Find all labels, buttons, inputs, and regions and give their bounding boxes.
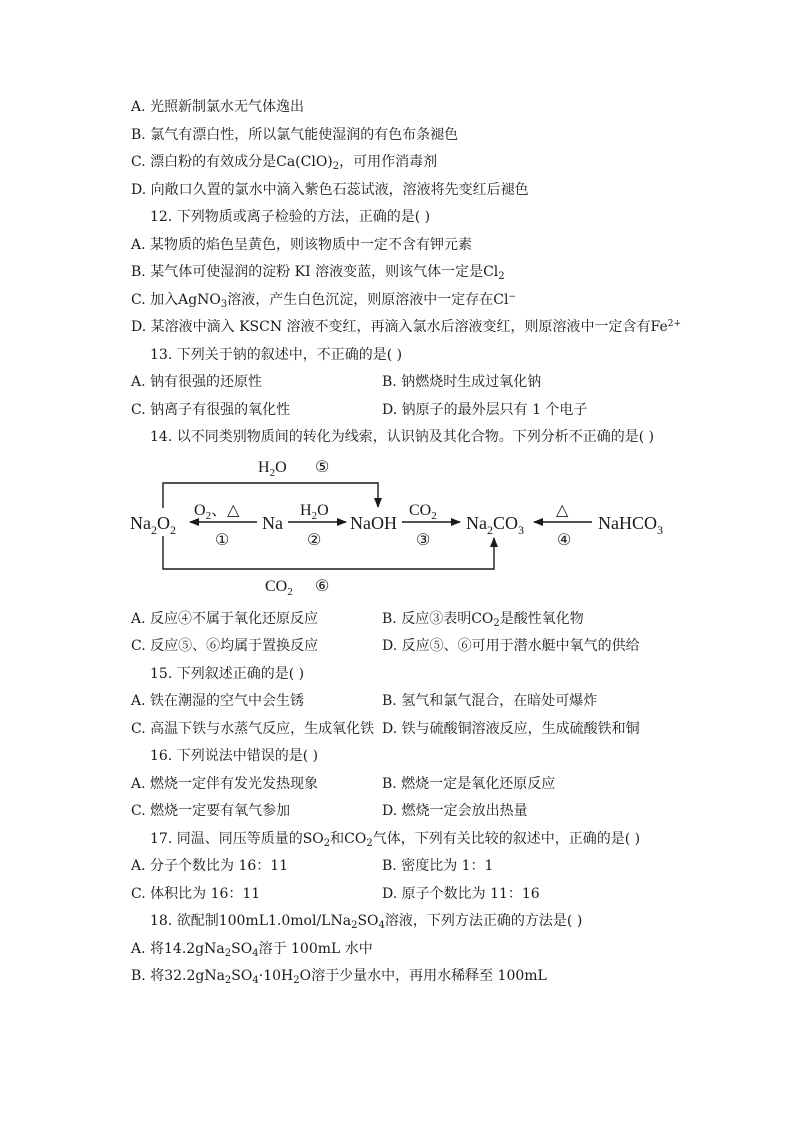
q15-option-b: B. 氢气和氯气混合，在暗处可爆炸 (382, 693, 598, 709)
arrow-reaction-6 (163, 536, 494, 569)
q12-option-c: C. 加入AgNO$_3$溶液，产生白色沉淀，则原溶液中一定存在Cl− (131, 292, 517, 310)
q13-option-a: A. 钠有很强的还原性 (131, 374, 263, 390)
q18-option-b: B. 将$32.2gNa_2SO_4\cdot 10H_2O$溶于少量水中，再用水稀释至 100mL (131, 968, 547, 986)
q17-option-c: C. 体积比为 16：11 (131, 886, 261, 902)
q18-stem: 18. 欲配制$100mL1.0mol/LNa_2SO_4$溶液，下列方法正确的方法是( ) (150, 913, 583, 931)
q16-option-b: B. 燃烧一定是氧化还原反应 (382, 776, 556, 792)
q15-option-c: C. 高温下铁与水蒸气反应，生成氧化铁 (131, 721, 375, 737)
q18-option-a: A. 将$14.2gNa_2SO_4$溶于 100mL 水中 (131, 941, 373, 959)
q11-option-a: A. 光照新制氯水无气体逸出 (131, 99, 305, 115)
q13-option-d: D. 钠原子的最外层只有 1 个电子 (382, 402, 588, 418)
reaction-5-condition: $H_2O$ (258, 459, 287, 479)
reaction-5-number: ⑤ (315, 459, 330, 476)
reaction-6-condition: $CO_2$ (265, 578, 293, 598)
q13-stem: 13. 下列关于钠的叙述中，不正确的是( ) (150, 347, 403, 363)
reaction-1-number: ① (215, 532, 230, 549)
species-na2co3: $Na_2CO_3$ (466, 513, 525, 537)
species-na: Na (262, 513, 283, 533)
q16-option-c: C. 燃烧一定要有氧气参加 (131, 803, 291, 819)
q17-option-b: B. 密度比为 1：1 (382, 858, 494, 874)
q11-option-b: B. 氯气有漂白性，所以氯气能使湿润的有色布条褪色 (131, 127, 459, 143)
reaction-3-condition: $CO_2$ (409, 502, 437, 522)
reaction-4-number: ④ (557, 532, 572, 549)
q16-stem: 16. 下列说法中错误的是( ) (150, 748, 319, 764)
q14-option-d: D. 反应⑤、⑥可用于潜水艇中氧气的供给 (382, 638, 640, 654)
q17-option-d: D. 原子个数比为 11：16 (382, 886, 540, 902)
q15-option-a: A. 铁在潮湿的空气中会生锈 (131, 693, 305, 709)
reaction-4-condition: △ (556, 502, 569, 519)
q14-option-c: C. 反应⑤、⑥均属于置换反应 (131, 638, 319, 654)
q17-option-a: A. 分子个数比为 16：11 (131, 858, 289, 874)
reaction-2-number: ② (307, 532, 322, 549)
q14-option-b: B. 反应③表明$CO_2$是酸性氧化物 (382, 611, 584, 629)
q16-option-a: A. 燃烧一定伴有发光发热现象 (131, 776, 319, 792)
q13-option-b: B. 钠燃烧时生成过氧化钠 (382, 374, 542, 390)
q15-stem: 15. 下列叙述正确的是( ) (150, 666, 305, 682)
q17-stem: 17. 同温、同压等质量的$SO_2$和$CO_2$气体，下列有关比较的叙述中，正确的是( ) (150, 831, 641, 849)
q12-option-a: A. 某物质的焰色呈黄色，则该物质中一定不含有钾元素 (131, 237, 473, 253)
q11-option-c: C. 漂白粉的有效成分是$Ca(ClO)_2$，可用作消毒剂 (131, 154, 438, 172)
species-naoh: NaOH (350, 513, 397, 533)
q12-option-b: B. 某气体可使湿润的淀粉 KI 溶液变蓝，则该气体一定是$Cl_2$ (131, 264, 505, 282)
species-nahco3: NaHCO$_3$ (598, 513, 663, 537)
q15-option-d: D. 铁与硫酸铜溶液反应，生成硫酸铁和铜 (382, 721, 640, 737)
reaction-6-number: ⑥ (315, 578, 330, 595)
reaction-1-condition: $O_2$、△ (194, 502, 240, 522)
q12-stem: 12. 下列物质或离子检验的方法，正确的是( ) (150, 209, 431, 225)
q12-option-d: D. 某溶液中滴入 KSCN 溶液不变红，再滴入氯水后溶液变红，则原溶液中一定含有$Fe^{2+}$ (131, 319, 682, 335)
q11-option-d: D. 向敞口久置的氯水中滴入紫色石蕊试液，溶液将先变红后褪色 (131, 182, 529, 198)
reaction-3-number: ③ (416, 532, 431, 549)
q14-stem: 14. 以不同类别物质间的转化为线索，认识钠及其化合物。下列分析不正确的是( ) (150, 429, 655, 445)
q16-option-d: D. 燃烧一定会放出热量 (382, 803, 528, 819)
species-na2o2: $Na_2O_2$ (130, 513, 176, 537)
reaction-2-condition: $H_2O$ (300, 502, 329, 522)
q14-option-a: A. 反应④不属于氧化还原反应 (131, 611, 319, 627)
q13-option-c: C. 钠离子有很强的氧化性 (131, 402, 291, 418)
